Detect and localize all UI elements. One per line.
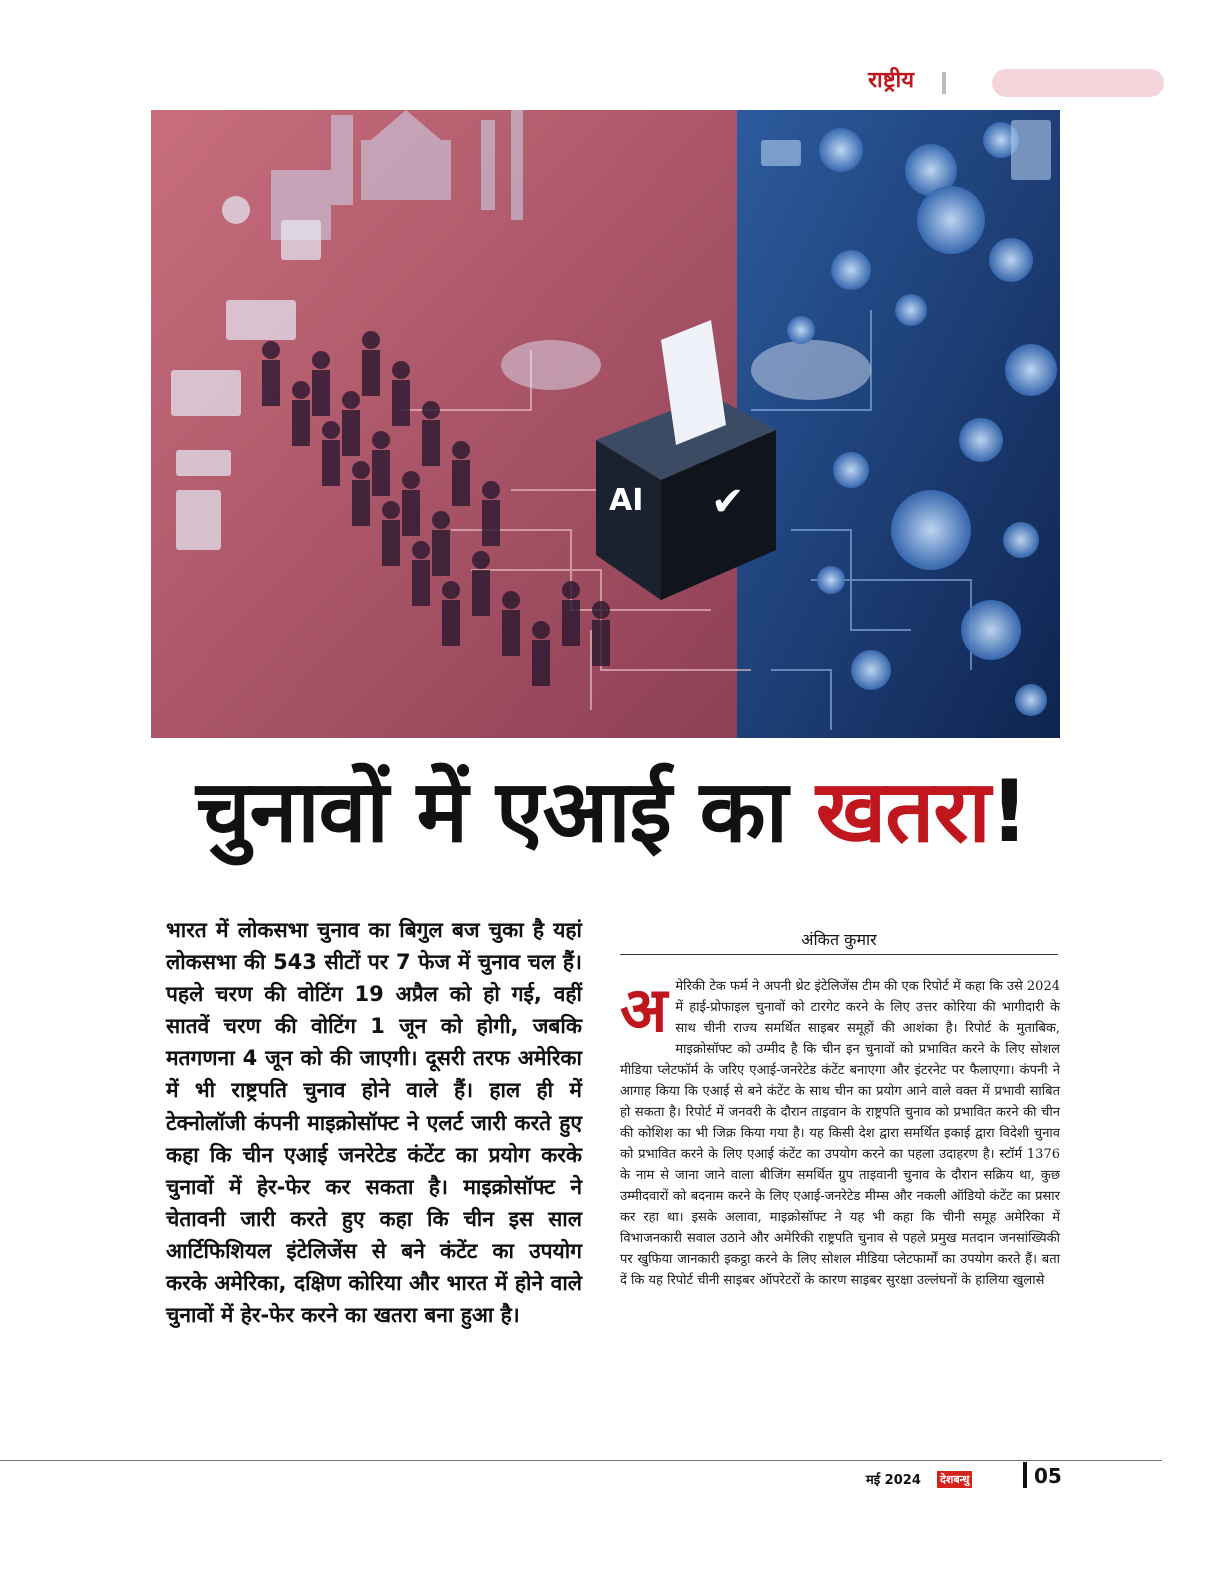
ballot-box-ai-label: AI (609, 483, 644, 518)
article-headline (150, 752, 1074, 872)
page-number: 05 (1034, 1464, 1062, 1488)
ballot-box-check-icon: ✔ (711, 479, 745, 525)
section-label: राष्ट्रीय (868, 68, 915, 93)
section-pill-decoration (992, 69, 1164, 97)
article-body (620, 973, 1060, 1291)
drop-cap: अ (620, 973, 668, 1046)
section-divider (942, 72, 946, 94)
publication-logo: देशबन्धु (937, 1471, 972, 1488)
footer-rule (0, 1460, 1162, 1461)
author-byline: अंकित कुमार (620, 928, 1058, 955)
headline-main: चुनावों में एआई का (196, 762, 816, 862)
lead-paragraph: भारत में लोकसभा चुनाव का बिगुल बज चुका है यहां लोकसभा की 543 सीटों पर 7 फेज में चुनाव चल हैं। पहले चरण की वोटिंग 19 अप्रैल को हो गई, वहीं सातवें चरण की वोटिंग 1 जून को होगी, जबकि मतगणना 4 जून को की जाएगी। दूसरी तरफ अमेरिका में भी राष्ट्रपति चुनाव होने वाले हैं। हाल ही में टेक्नोलॉजी कंपनी माइक्रोसॉफ्ट ने एलर्ट जारी करते हुए कहा कि चीन एआई जनरेटेड कंटेंट का प्रयोग करके चुनावों में हेर-फेर कर सकता है। माइक्रोसॉफ्ट ने चेतावनी जारी करते हुए कहा कि चीन इस साल आर्टिफिशियल इंटेलिजेंस से बने कंटेंट का उपयोग करके अमेरिका, दक्षिण कोरिया और भारत में होने वाले चुनावों में हेर-फेर करने का खतरा बना हुआ है। (166, 918, 582, 1328)
hero-illustration (151, 110, 1060, 738)
footer-separator (1023, 1462, 1027, 1488)
headline-accent-word: खतरा (815, 762, 990, 862)
issue-date: मई 2024 (866, 1473, 921, 1488)
article-body-text: मेरिकी टेक फर्म ने अपनी थ्रेट इंटेलिजेंस टीम की एक रिपोर्ट में कहा कि उसे 2024 में हाई-प्रोफाइल चुनावों को टारगेट करने के लिए उत्तर कोरिया की भागीदारी के साथ चीनी राज्य समर्थित साइबर समूहों की आशंका है। रिपोर्ट के मुताबिक, माइक्रोसॉफ्ट को उम्मीद है कि चीन इन चुनावों को प्रभावित करने के लिए सोशल मीडिया प्लेटफॉर्म के जरिए एआई-जनरेटेड कंटेंट बनाएगा और इंटरनेट पर फैलाएगा। कंपनी ने आगाह किया कि एआई से बने कंटेंट के साथ चीन का प्रयोग आने वाले वक्त में प्रभावी साबित हो सकता है। रिपोर्ट में जनवरी के दौरान ताइवान के राष्ट्रपति चुनाव को प्रभावित करने की चीन की कोशिश का भी जिक्र किया गया है। यह किसी देश द्वारा समर्थित इकाई द्वारा विदेशी चुनाव को प्रभावित करने के लिए एआई कंटेंट का उपयोग करने का पहला उदाहरण है। स्टॉर्म 1376 के नाम से जाना जाने वाला बीजिंग समर्थित ग्रुप ताइवानी चुनाव के दौरान सक्रिय था, कुछ उम्मीदवारों को बदनाम करने के लिए एआई-जनरेटेड मीम्स और नकली ऑडियो कंटेंट का प्रसार कर रहा था। इसके अलावा, माइक्रोसॉफ्ट ने यह भी कहा कि चीनी समूह अमेरिका में विभाजनकारी सवाल उठाने और अमेरिकी राष्ट्रपति चुनाव से पहले प्रमुख मतदान जनसांख्यिकी पर खुफिया जानकारी इकट्ठा करने के लिए सोशल मीडिया प्लेटफार्मों का उपयोग करते हैं। बता दें कि यह रिपोर्ट चीनी साइबर ऑपरेटरों के कारण साइबर सुरक्षा उल्लंघनों के हालिया खुलासे (620, 979, 1060, 1288)
headline-exclamation: ! (989, 762, 1028, 862)
